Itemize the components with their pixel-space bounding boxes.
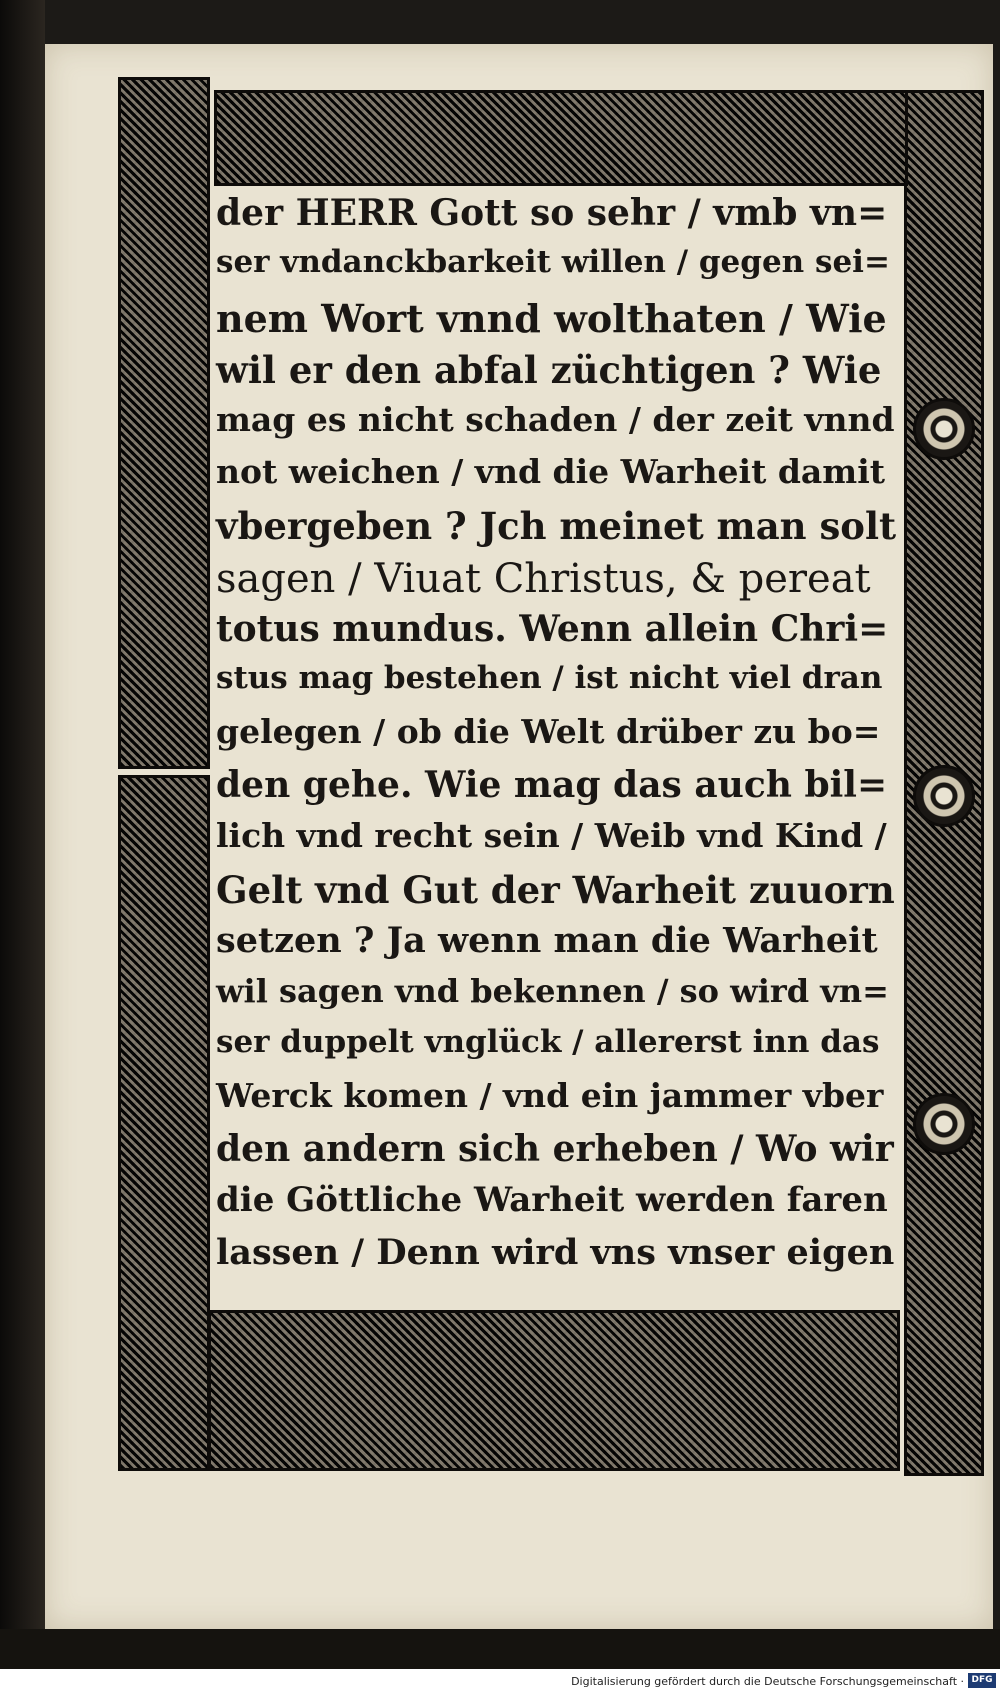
rosette-ornament [913,765,975,827]
dfg-logo: DFG [968,1673,996,1688]
text-line: ser duppelt vnglück / allererst inn das [216,1024,880,1060]
rosette-ornament [913,398,975,460]
text-line: lich vnd recht sein / Weib vnd Kind / [216,816,887,855]
text-line: mag es nicht schaden / der zeit vnnd [216,400,895,439]
text-line: wil sagen vnd bekennen / so wird vn= [216,972,889,1010]
text-line: wil er den abfal züchtigen ? Wie [216,348,882,392]
text-line: den gehe. Wie mag das auch bil= [216,764,888,806]
text-line: ser vndanckbarkeit willen / gegen sei= [216,244,890,280]
woodcut-border-right [904,90,984,1476]
book-spine [0,0,45,1691]
page-text [216,192,896,1292]
text-line: nem Wort vnnd wolthaten / Wie [216,296,887,341]
woodcut-border-left-lower [118,775,210,1471]
text-line: not weichen / vnd die Warheit damit [216,452,885,491]
text-line: totus mundus. Wenn allein Chri= [216,608,889,650]
text-line: sagen / Viuat Christus, & pereat [216,556,871,602]
text-line: vbergeben ? Jch meinet man solt [216,504,897,548]
text-line: gelegen / ob die Welt drüber zu bo= [216,712,881,751]
woodcut-border-top [214,90,908,186]
text-line: stus mag bestehen / ist nicht viel dran [216,660,883,696]
text-line: der HERR Gott so sehr / vmb vn= [216,192,888,234]
text-line: Werck komen / vnd ein jammer vber [216,1076,884,1115]
text-line: die Göttliche Warheit werden faren [216,1180,888,1220]
text-line: den andern sich erheben / Wo wir [216,1128,894,1170]
text-line: setzen ? Ja wenn man die Warheit [216,920,878,961]
rosette-ornament [913,1093,975,1155]
footer-credit-text: Digitalisierung gefördert durch die Deutsche Forschungsgemeinschaft · [571,1675,964,1688]
woodcut-border-bottom [208,1310,900,1471]
text-line: Gelt vnd Gut der Warheit zuuorn [216,868,895,912]
footer-credit-bar [0,1669,1000,1691]
text-line: lassen / Denn wird vns vnser eigen [216,1232,895,1273]
woodcut-border-left-upper [118,77,210,769]
